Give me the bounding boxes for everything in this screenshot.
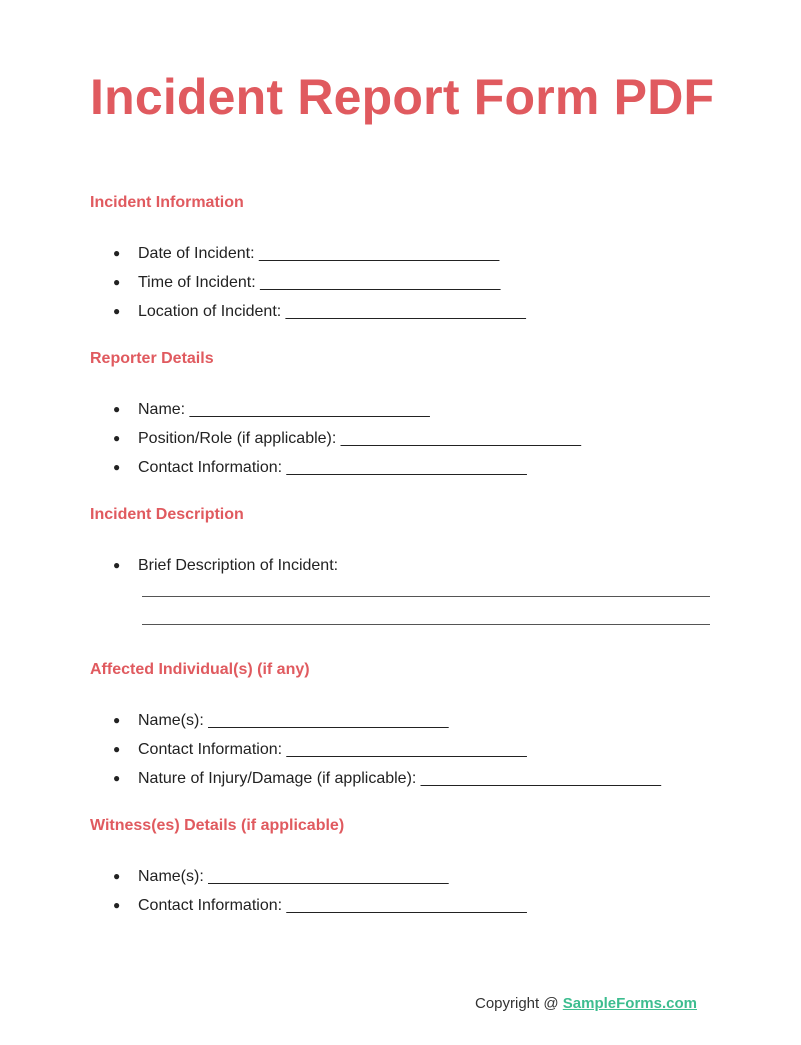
- bullet-icon: ●: [113, 402, 121, 416]
- field-date-of-incident[interactable]: [113, 243, 499, 264]
- bullet-icon: ●: [113, 558, 121, 572]
- copyright-text: Copyright @: [475, 995, 563, 1012]
- bullet-icon: ●: [113, 869, 121, 883]
- field-brief-description: [113, 555, 338, 576]
- bullet-icon: ●: [113, 304, 121, 318]
- field-reporter-position-role[interactable]: [113, 428, 581, 449]
- field-label: Brief Description of Incident:: [138, 557, 339, 574]
- field-label: Contact Information: ___________________________: [138, 459, 527, 476]
- section-heading-affected-individuals: Affected Individual(s) (if any): [90, 661, 310, 678]
- bullet-icon: ●: [113, 898, 121, 912]
- field-time-of-incident[interactable]: [113, 272, 500, 293]
- field-reporter-contact-information[interactable]: [113, 457, 527, 478]
- field-label: Name(s): ___________________________: [138, 868, 449, 885]
- field-label: Date of Incident: ___________________________: [138, 245, 500, 262]
- section-heading-incident-description: Incident Description: [90, 506, 244, 523]
- field-affected-contact-information[interactable]: [113, 739, 527, 760]
- brand-link[interactable]: SampleForms.com: [562, 995, 697, 1012]
- bullet-icon: ●: [113, 246, 121, 260]
- field-nature-of-injury[interactable]: [113, 768, 661, 789]
- field-reporter-name[interactable]: [113, 399, 430, 420]
- field-label: Position/Role (if applicable): ___________________________: [138, 430, 582, 447]
- field-label: Name: ___________________________: [138, 401, 430, 418]
- copyright-footer: [475, 995, 697, 1012]
- section-heading-witness-details: Witness(es) Details (if applicable): [90, 817, 345, 834]
- field-location-of-incident[interactable]: [113, 301, 526, 322]
- field-label: Name(s): ___________________________: [138, 712, 449, 729]
- field-witness-names[interactable]: [113, 866, 448, 887]
- page-title: Incident Report Form PDF: [90, 69, 715, 125]
- bullet-icon: ●: [113, 460, 121, 474]
- bullet-icon: ●: [113, 771, 121, 785]
- field-label: Time of Incident: ___________________________: [138, 274, 501, 291]
- field-label: Location of Incident: ___________________________: [138, 303, 526, 320]
- description-line-2[interactable]: [142, 624, 710, 625]
- field-label: Contact Information: ___________________________: [138, 741, 527, 758]
- bullet-icon: ●: [113, 275, 121, 289]
- section-heading-reporter-details: Reporter Details: [90, 350, 214, 367]
- field-label: Nature of Injury/Damage (if applicable): ___________________________: [138, 770, 662, 787]
- field-witness-contact-information[interactable]: [113, 895, 527, 916]
- bullet-icon: ●: [113, 713, 121, 727]
- field-affected-names[interactable]: [113, 710, 448, 731]
- section-heading-incident-information: Incident Information: [90, 194, 244, 211]
- description-line-1[interactable]: [142, 596, 710, 597]
- bullet-icon: ●: [113, 431, 121, 445]
- field-label: Contact Information: ___________________________: [138, 897, 527, 914]
- bullet-icon: ●: [113, 742, 121, 756]
